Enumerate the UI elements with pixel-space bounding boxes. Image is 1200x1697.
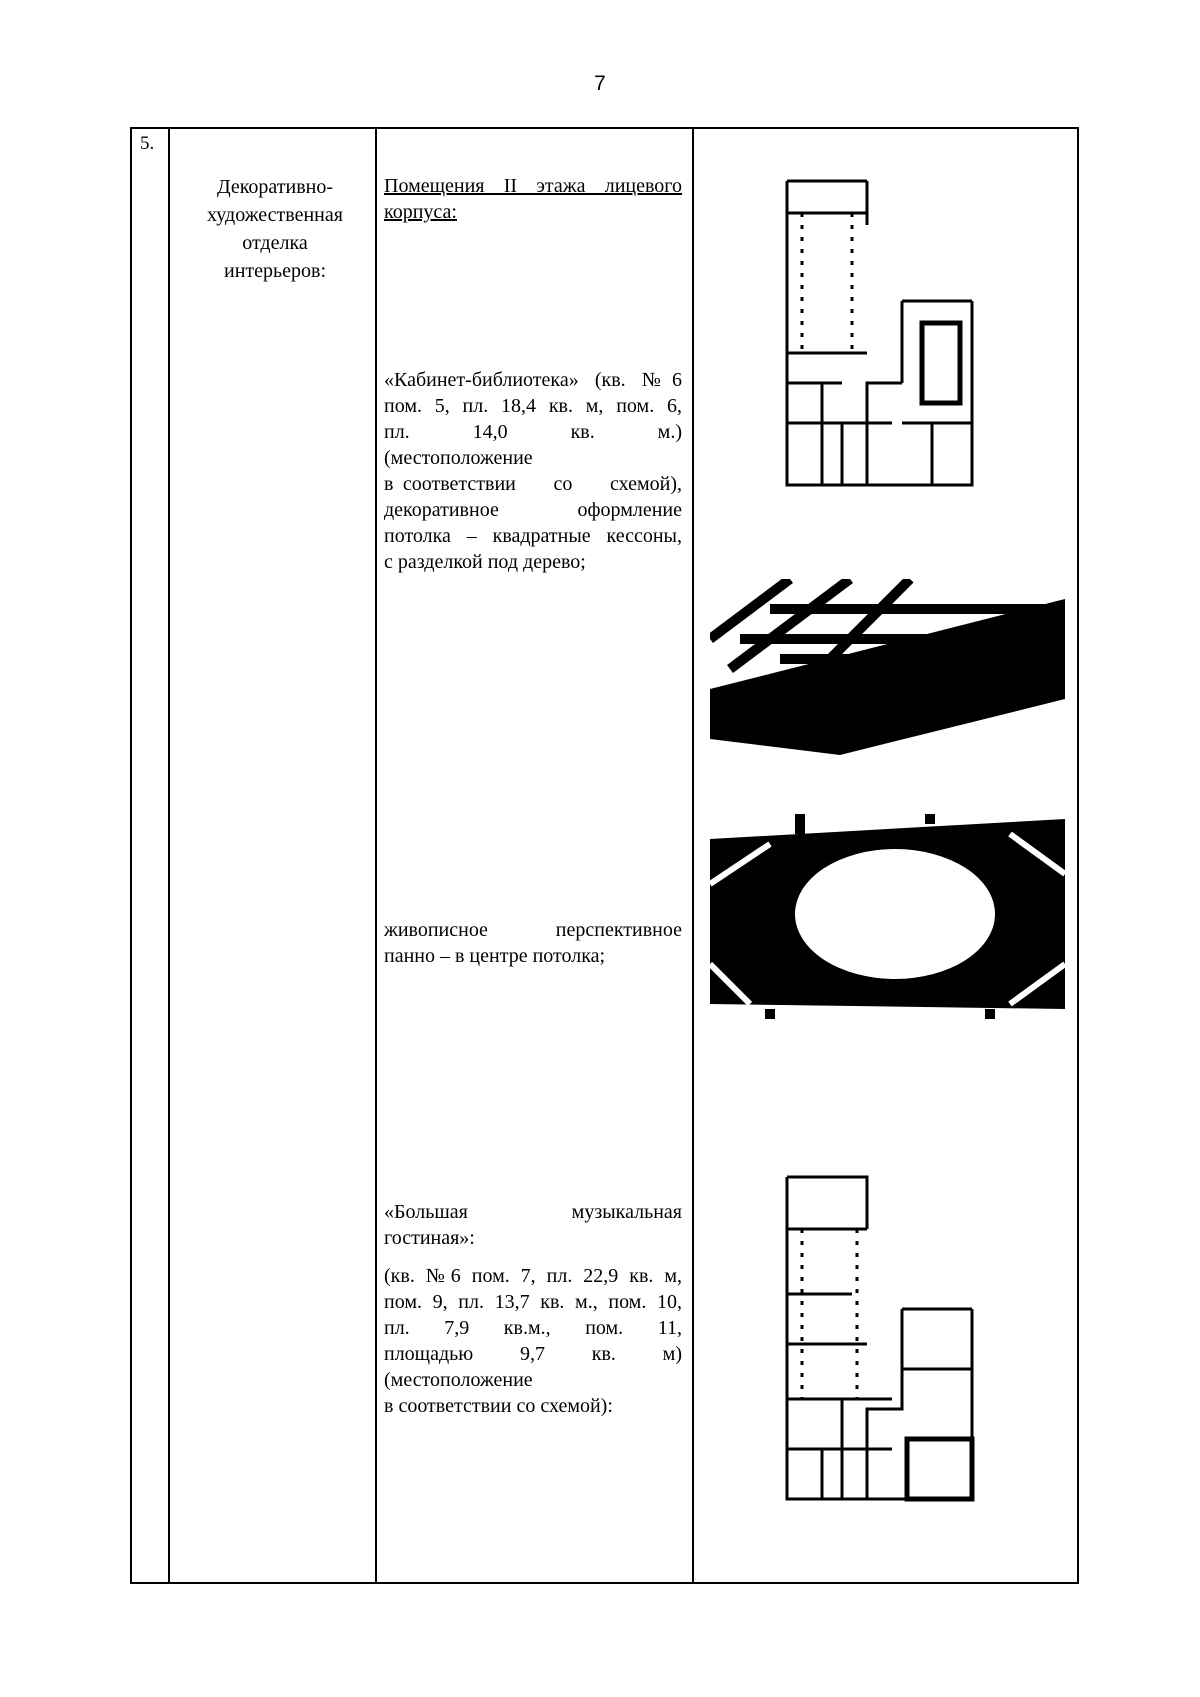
desc-line: пом. 9, пл. 13,7 кв. м., пом. 10, — [384, 1291, 682, 1313]
category-line: отделка — [242, 232, 308, 254]
row-number: 5. — [140, 133, 155, 154]
desc-line: с разделкой под дерево; — [384, 551, 586, 573]
desc-line: «Кабинет-библиотека» (кв. №6 — [384, 369, 682, 391]
item-painted-panel — [384, 917, 682, 969]
category-line: Декоративно- — [216, 176, 334, 198]
item-cabinet-library — [384, 367, 682, 575]
desc-line: (местоположение — [384, 447, 533, 469]
page-number: 7 — [594, 72, 606, 95]
section-heading — [384, 173, 682, 225]
desc-line: в соответствии со схемой), — [384, 473, 682, 495]
column-divider — [375, 129, 377, 1582]
desc-line: (кв. №6 пом. 7, пл. 22,9 кв. м, — [384, 1265, 682, 1287]
heritage-table — [130, 127, 1079, 1584]
heading-line: Помещения II этажа лицевого — [384, 175, 682, 197]
desc-line: в соответствии со схемой): — [384, 1395, 613, 1417]
desc-line: декоративное оформление — [384, 499, 682, 521]
column-divider — [692, 129, 694, 1582]
desc-line: «Большая музыкальная — [384, 1201, 682, 1223]
floor-plan-image — [782, 173, 982, 513]
category-line: интерьеров: — [223, 260, 327, 282]
column-divider — [168, 129, 170, 1582]
item-music-room — [384, 1199, 682, 1419]
category-cell — [176, 173, 374, 285]
heading-line: корпуса: — [384, 201, 457, 223]
desc-line: пл. 7,9 кв.м., пом. 11, — [384, 1317, 682, 1339]
floor-plan-image-2 — [782, 1169, 982, 1514]
desc-line: живописное перспективное — [384, 919, 682, 941]
desc-line: (местоположение — [384, 1369, 533, 1391]
desc-line: гостиная»: — [384, 1227, 475, 1249]
desc-line: пом. 5, пл. 18,4 кв. м, пом. 6, — [384, 395, 682, 417]
desc-line: панно – в центре потолка; — [384, 945, 606, 967]
desc-line: площадью 9,7 кв. м) — [384, 1343, 682, 1365]
painted-panel-photo — [710, 814, 1065, 1019]
category-line: художественная — [207, 204, 343, 226]
desc-line: пл. 14,0 кв. м.) — [384, 421, 682, 443]
ceiling-photo — [710, 579, 1065, 755]
desc-line: потолка – квадратные кессоны, — [384, 525, 682, 547]
